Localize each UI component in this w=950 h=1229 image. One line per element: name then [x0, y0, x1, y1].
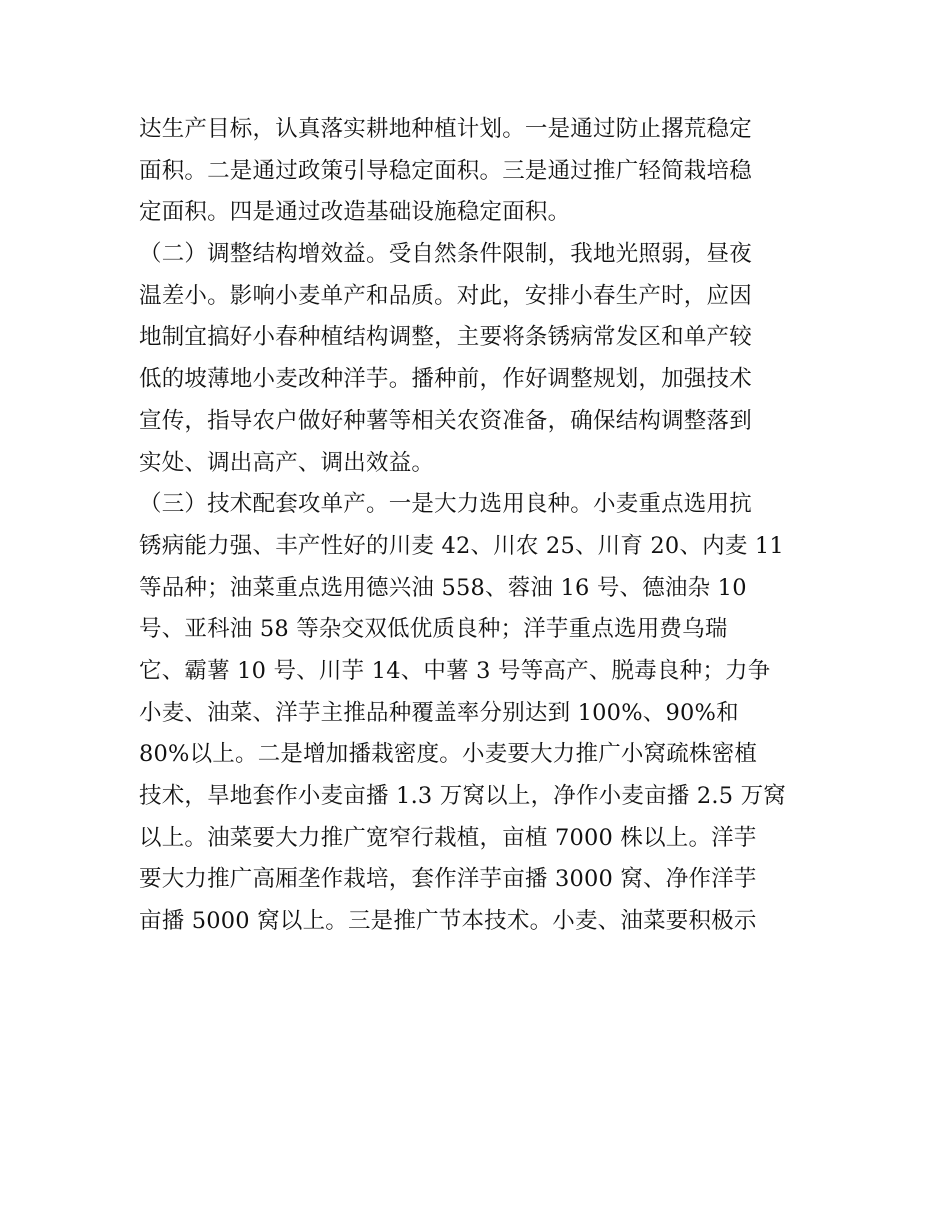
section-heading-line: （二）调整结构增效益。受自然条件限制，我地光照弱，昼夜: [139, 241, 752, 268]
text-line: 要大力推广高厢垄作栽培，套作洋芋亩播 3000 窝、净作洋芋: [139, 866, 757, 893]
text-line: 实处、调出高产、调出效益。: [139, 449, 435, 476]
text-line: 温差小。影响小麦单产和品质。对此，安排小春生产时，应因: [139, 282, 752, 309]
text-line: 地制宜搞好小春种植结构调整，主要将条锈病常发区和单产较: [139, 324, 752, 351]
text-line: 低的坡薄地小麦改种洋芋。播种前，作好调整规划，加强技术: [139, 366, 752, 393]
text-line: 达生产目标，认真落实耕地种植计划。一是通过防止撂荒稳定: [139, 116, 752, 142]
text-line: 它、霸薯 10 号、川芋 14、中薯 3 号等高产、脱毒良种；力争: [139, 657, 771, 684]
text-line: 技术，旱地套作小麦亩播 1.3 万窝以上，净作小麦亩播 2.5 万窝: [139, 783, 786, 809]
text-line: 亩播 5000 窝以上。三是推广节本技术。小麦、油菜要积极示: [139, 908, 757, 935]
body-text: [139, 109, 819, 943]
text-line: 以上。油菜要大力推广宽窄行栽植，亩植 7000 株以上。洋芋: [139, 824, 757, 851]
text-line: 小麦、油菜、洋芋主推品种覆盖率分别达到 100%、90%和: [139, 699, 739, 726]
text-line: 定面积。四是通过改造基础设施稳定面积。: [139, 199, 571, 226]
text-line: 80%以上。二是增加播栽密度。小麦要大力推广小窝疏株密植: [139, 741, 758, 768]
text-line: 面积。二是通过政策引导稳定面积。三是通过推广轻简栽培稳: [139, 157, 752, 184]
text-line: 宣传，指导农户做好种薯等相关农资准备，确保结构调整落到: [139, 407, 752, 434]
text-line: 等品种；油菜重点选用德兴油 558、蓉油 16 号、德油杂 10: [139, 574, 747, 601]
text-line: 锈病能力强、丰产性好的川麦 42、川农 25、川育 20、内麦 11: [139, 532, 784, 559]
section-heading-line: （三）技术配套攻单产。一是大力选用良种。小麦重点选用抗: [139, 491, 752, 518]
text-line: 号、亚科油 58 等杂交双低优质良种；洋芋重点选用费乌瑞: [139, 616, 728, 643]
